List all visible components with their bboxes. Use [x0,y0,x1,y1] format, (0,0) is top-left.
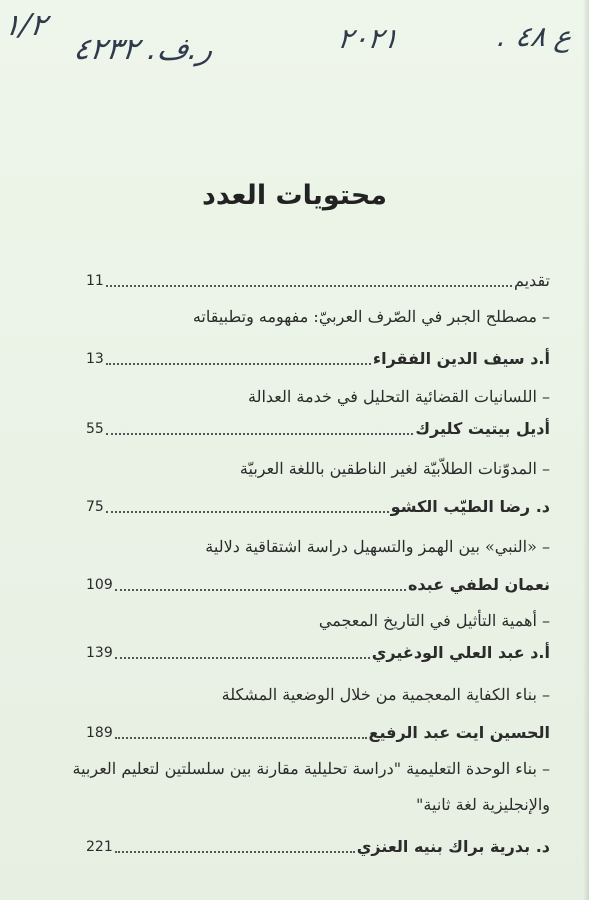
leader-dots [115,657,370,659]
toc-title: – بناء الوحدة التعليمية "دراسة تحليلية مقارنة بين سلسلتين لتعليم العربية [72,759,550,778]
toc-author-row [86,634,550,664]
page-edge-shadow [583,0,589,900]
toc-page-number: 55 [86,421,104,437]
toc-article-row [86,602,550,632]
leader-dots [106,433,414,435]
toc-title: – اللسانيات القضائية التحليل في خدمة العدالة [248,387,550,406]
toc-page-number: 109 [86,577,113,593]
toc-title: – أهمية التأثيل في التاريخ المعجمي [318,611,550,630]
leader-dots [106,285,512,287]
leader-dots [115,589,406,591]
toc-page-number: 13 [86,351,104,367]
leader-dots [115,737,367,739]
toc-author-row [86,828,550,858]
toc-page-number: 189 [86,725,113,741]
toc-entry-row [86,262,550,292]
toc-title: – «النبي» بين الهمز والتسهيل دراسة اشتقاقية دلالية [205,537,550,556]
toc-author-row [86,714,550,744]
toc-author-row [86,488,550,518]
page-title: محتويات العدد [201,180,388,211]
toc-article-row [86,378,550,408]
toc-author-row [86,410,550,440]
toc-article-row [86,676,550,706]
handwritten-year: ٢٠٢١ [335,22,401,55]
toc-author-name: أ.د سيف الدين الفقراء [372,349,550,368]
toc-title: – مصطلح الجبر في الصّرف العربيّ: مفهومه وتطبيقاته [192,307,550,326]
toc-title: والإنجليزية لغة ثانية" [416,795,550,814]
toc-author-name: الحسين ايت عبد الرفيع [368,723,550,742]
toc-article-row [86,298,550,328]
toc-title: – بناء الكفاية المعجمية من خلال الوضعية المشكلة [221,685,550,704]
toc-article-row [86,786,550,816]
handwritten-corner-note: ١/٢ [1,8,49,43]
toc-page-number: 221 [86,839,113,855]
leader-dots [106,511,389,513]
toc-author-name: أديل بيتيت كليرك [415,419,550,438]
handwritten-reference-number: ر.ف. ٤٢٣٢ [71,32,216,67]
toc-page-number: 11 [86,273,104,289]
toc-title: – المدوّنات الطلاّبيّة لغير الناطقين باللغة العربيّة [239,459,550,478]
toc-author-row [86,566,550,596]
toc-author-name: نعمان لطفي عبده [407,575,550,594]
handwritten-issue-number: ع ٤٨ . [495,20,574,53]
leader-dots [115,851,355,853]
toc-article-row [86,528,550,558]
toc-author-row [86,340,550,370]
leader-dots [106,363,371,365]
toc-author-name: أ.د عبد العلي الودغيري [371,643,550,662]
toc-page-number: 75 [86,499,104,515]
toc-article-row [86,450,550,480]
toc-author-name: د. رضا الطيّب الكشو [390,497,550,516]
toc-article-row [72,750,550,780]
toc-page-number: 139 [86,645,113,661]
toc-author-name: د. بدرية براك بنيه العنزي [356,837,550,856]
toc-title: تقديم [513,271,550,290]
